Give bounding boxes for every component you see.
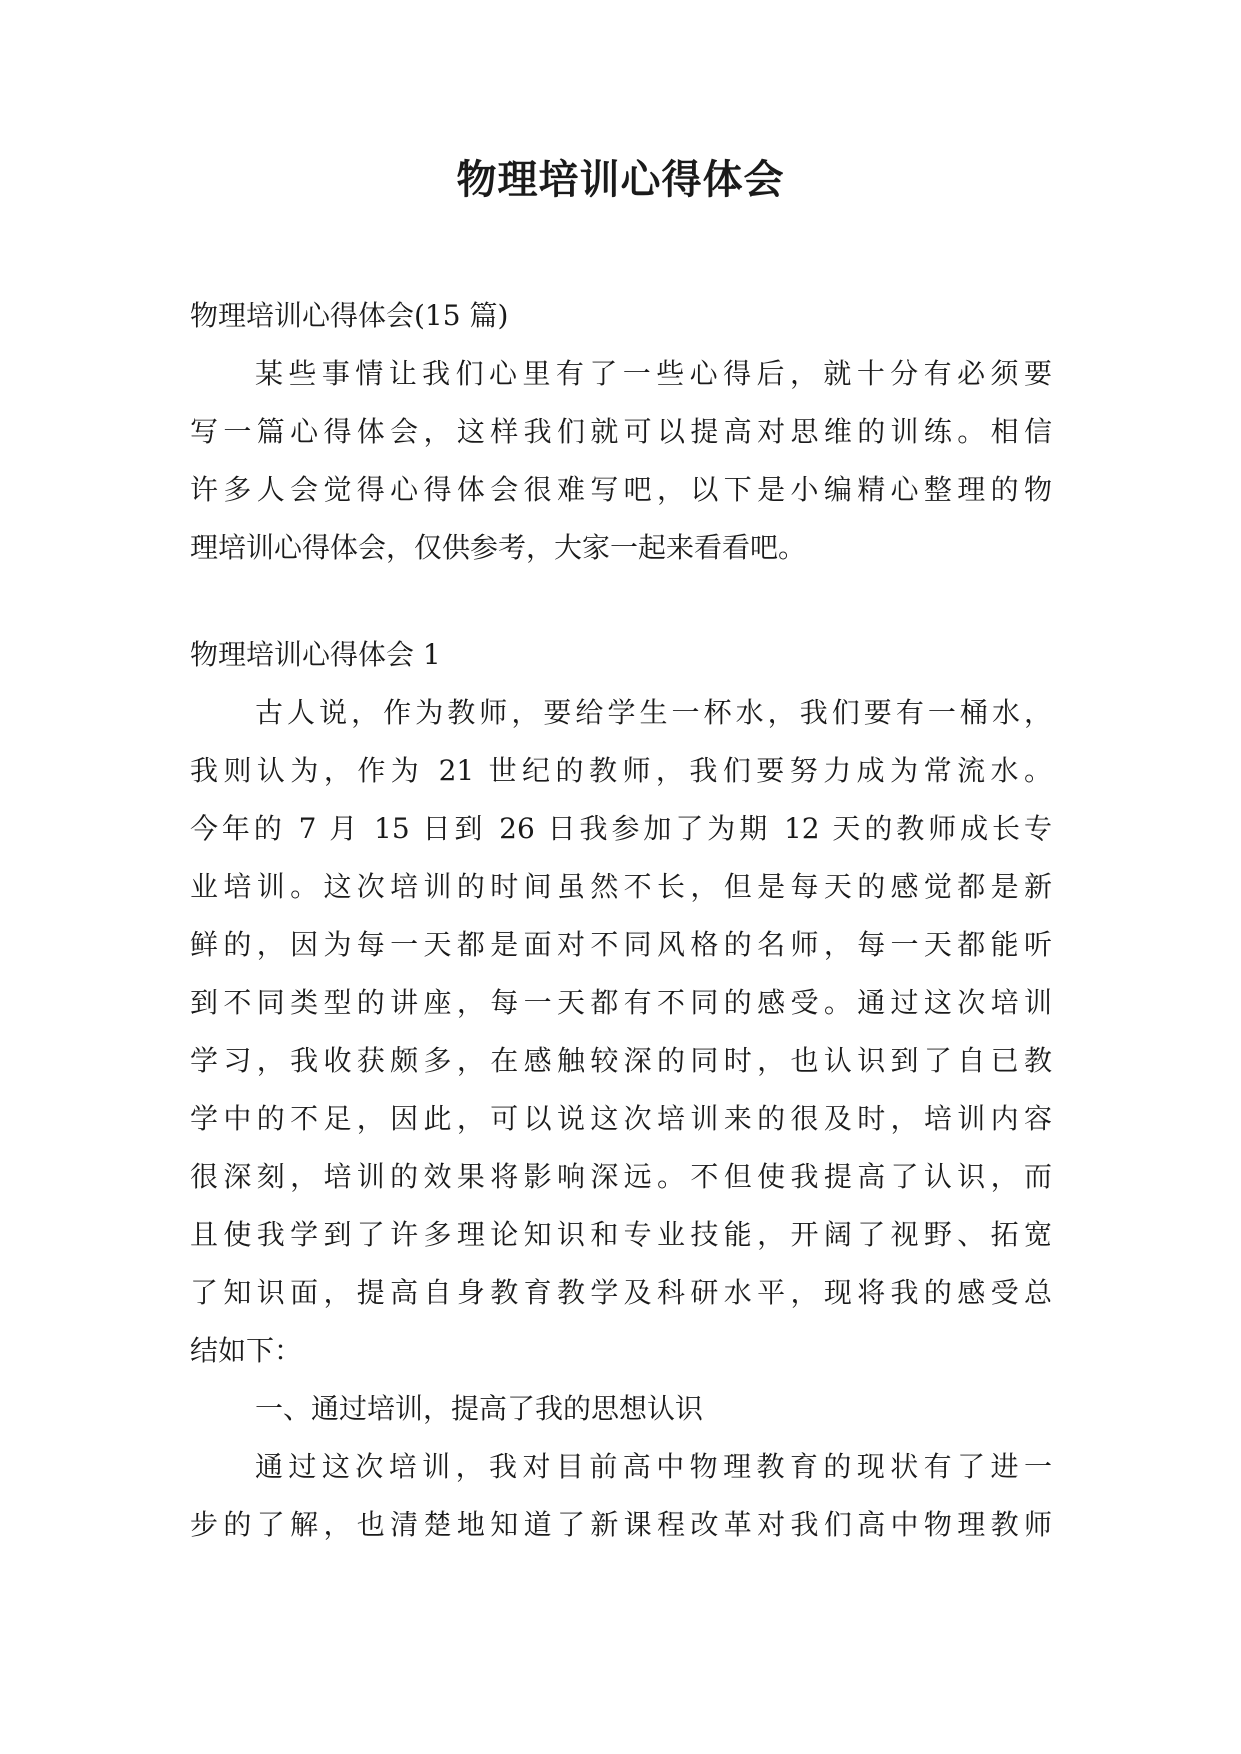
text-line: 许多人会觉得心得体会很难写吧，以下是小编精心整理的物	[190, 473, 1052, 506]
text-line: 通过这次培训，我对目前高中物理教育的现状有了进一	[255, 1450, 1052, 1483]
text-line: 结如下：	[190, 1334, 303, 1367]
document-body	[190, 287, 1052, 1554]
text-line: 很深刻，培训的效果将影响深远。不但使我提高了认识，而	[190, 1160, 1052, 1193]
text-line: 鲜的，因为每一天都是面对不同风格的名师，每一天都能听	[190, 928, 1052, 961]
paragraph-gap	[190, 577, 1052, 626]
text-line: 步的了解，也清楚地知道了新课程改革对我们高中物理教师	[190, 1508, 1052, 1541]
text-line: 物理培训心得体会 1	[190, 638, 441, 671]
text-line: 到不同类型的讲座，每一天都有不同的感受。通过这次培训	[190, 986, 1052, 1019]
text-line: 古人说，作为教师，要给学生一杯水，我们要有一桶水，	[255, 696, 1052, 729]
text-line: 物理培训心得体会(15 篇)	[190, 299, 509, 332]
text-line: 理培训心得体会，仅供参考，大家一起来看看吧。	[190, 531, 807, 564]
text-line: 一、通过培训，提高了我的思想认识	[255, 1392, 704, 1425]
text-line: 学中的不足，因此，可以说这次培训来的很及时，培训内容	[190, 1102, 1052, 1135]
text-line: 学习，我收获颇多，在感触较深的同时，也认识到了自已教	[190, 1044, 1052, 1077]
text-line: 某些事情让我们心里有了一些心得后，就十分有必须要	[255, 357, 1052, 390]
text-line: 写一篇心得体会，这样我们就可以提高对思维的训练。相信	[190, 415, 1052, 448]
text-line: 我则认为，作为 21 世纪的教师，我们要努力成为常流水。	[190, 754, 1052, 787]
document-title: 物理培训心得体会	[456, 156, 785, 203]
text-line: 今年的 7 月 15 日到 26 日我参加了为期 12 天的教师成长专	[190, 812, 1052, 845]
text-line: 且使我学到了许多理论知识和专业技能，开阔了视野、拓宽	[190, 1218, 1052, 1251]
text-line: 了知识面，提高自身教育教学及科研水平，现将我的感受总	[190, 1276, 1052, 1309]
text-line: 业培训。这次培训的时间虽然不长，但是每天的感觉都是新	[190, 870, 1052, 903]
